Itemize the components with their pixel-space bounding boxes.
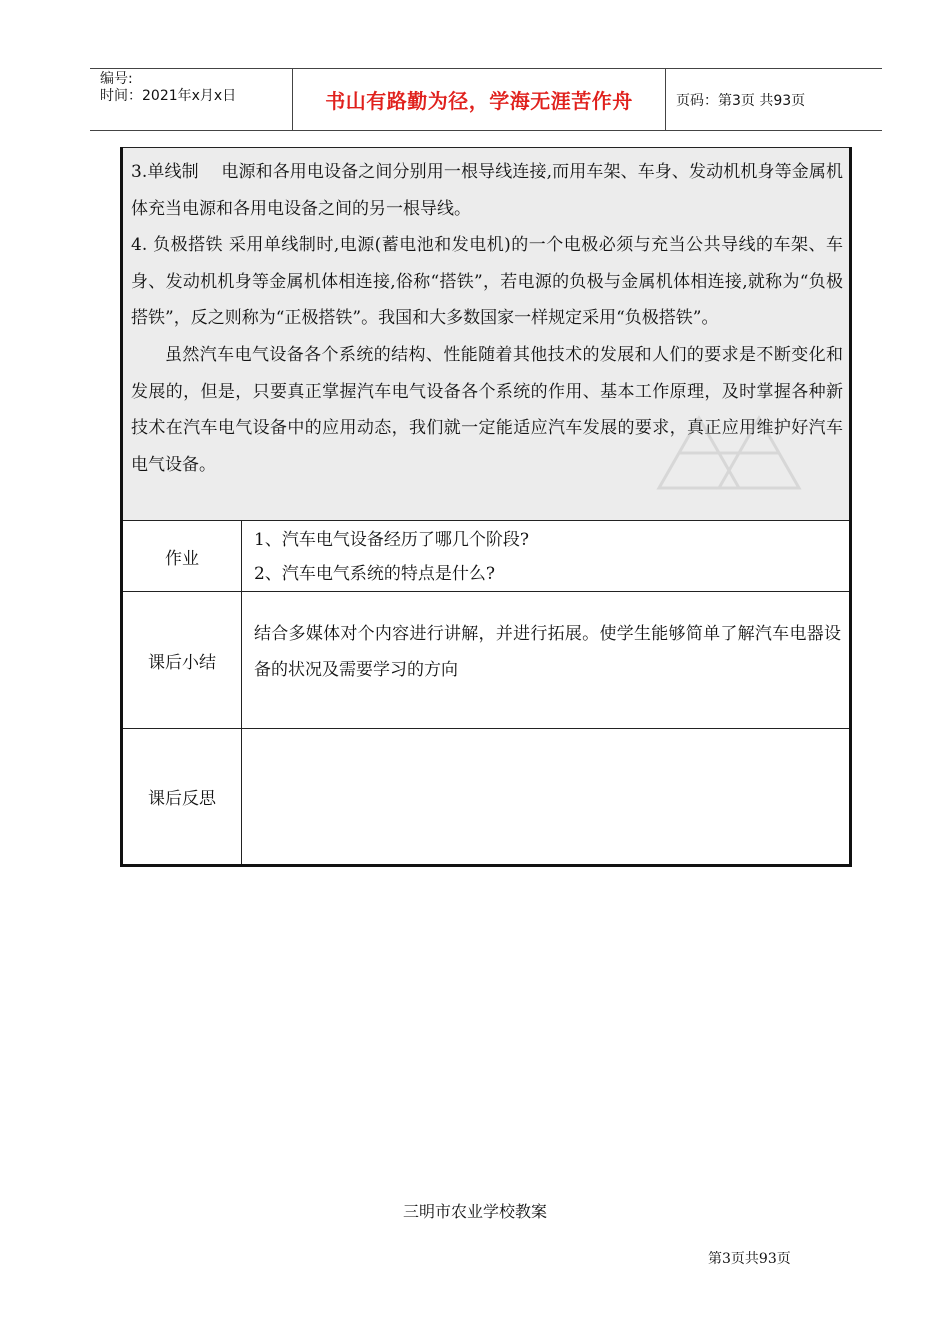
header-motto: 书山有路勤为径，学海无涯苦作舟 (293, 69, 666, 130)
homework-content (242, 521, 851, 592)
time-label: 时间：2021年x月x日 (100, 88, 237, 104)
homework-label: 作业 (122, 521, 242, 592)
watermark-icon (639, 398, 819, 508)
paragraph-negative-ground: 4. 负极搭铁 采用单线制时,电源(蓄电池和发电机)的一个电极必须与充当公共导线的车架、车身、发动机机身等金属机体相连接,俗称“搭铁”，若电源的负极与金属机体相连接,就称为“负极搭铁”，反之则称为“正极搭铁”。我国和大多数国家一样规定采用“负极搭铁”。 (131, 235, 843, 329)
lesson-table (120, 147, 852, 867)
paragraph-conclusion: 虽然汽车电气设备各个系统的结构、性能随着其他技术的发展和人们的要求是不断变化和发展的，但是，只要真正掌握汽车电气设备各个系统的作用、基本工作原理，及时掌握各种新技术在汽车电气设备中的应用动态，我们就一定能适应汽车发展的要求，真正应用维护好汽车电气设备。 (131, 344, 843, 475)
footer-school-name: 三明市农业学校教案 (402, 1202, 547, 1221)
homework-item: 1、汽车电气设备经历了哪几个阶段? (254, 530, 529, 550)
content-section (122, 148, 851, 521)
header-page-info: 页码：第3页 共93页 (676, 92, 806, 109)
header-meta (90, 69, 293, 130)
reflection-label: 课后反思 (122, 729, 242, 866)
footer-page-number: 第3页共93页 (708, 1251, 791, 1267)
number-label: 编号: (100, 71, 133, 87)
summary-text: 结合多媒体对个内容进行讲解，并进行拓展。使学生能够简单了解汽车电器设备的状况及需要学习的方向 (254, 624, 841, 680)
page-header (90, 68, 882, 131)
summary-label: 课后小结 (122, 592, 242, 729)
homework-item: 2、汽车电气系统的特点是什么? (254, 564, 495, 584)
paragraph-single-wire: 3.单线制 电源和各用电设备之间分别用一根导线连接,而用车架、车身、发动机机身等金属机体充当电源和各用电设备之间的另一根导线。 (131, 162, 843, 219)
reflection-content (242, 729, 851, 866)
summary-content (242, 592, 851, 729)
